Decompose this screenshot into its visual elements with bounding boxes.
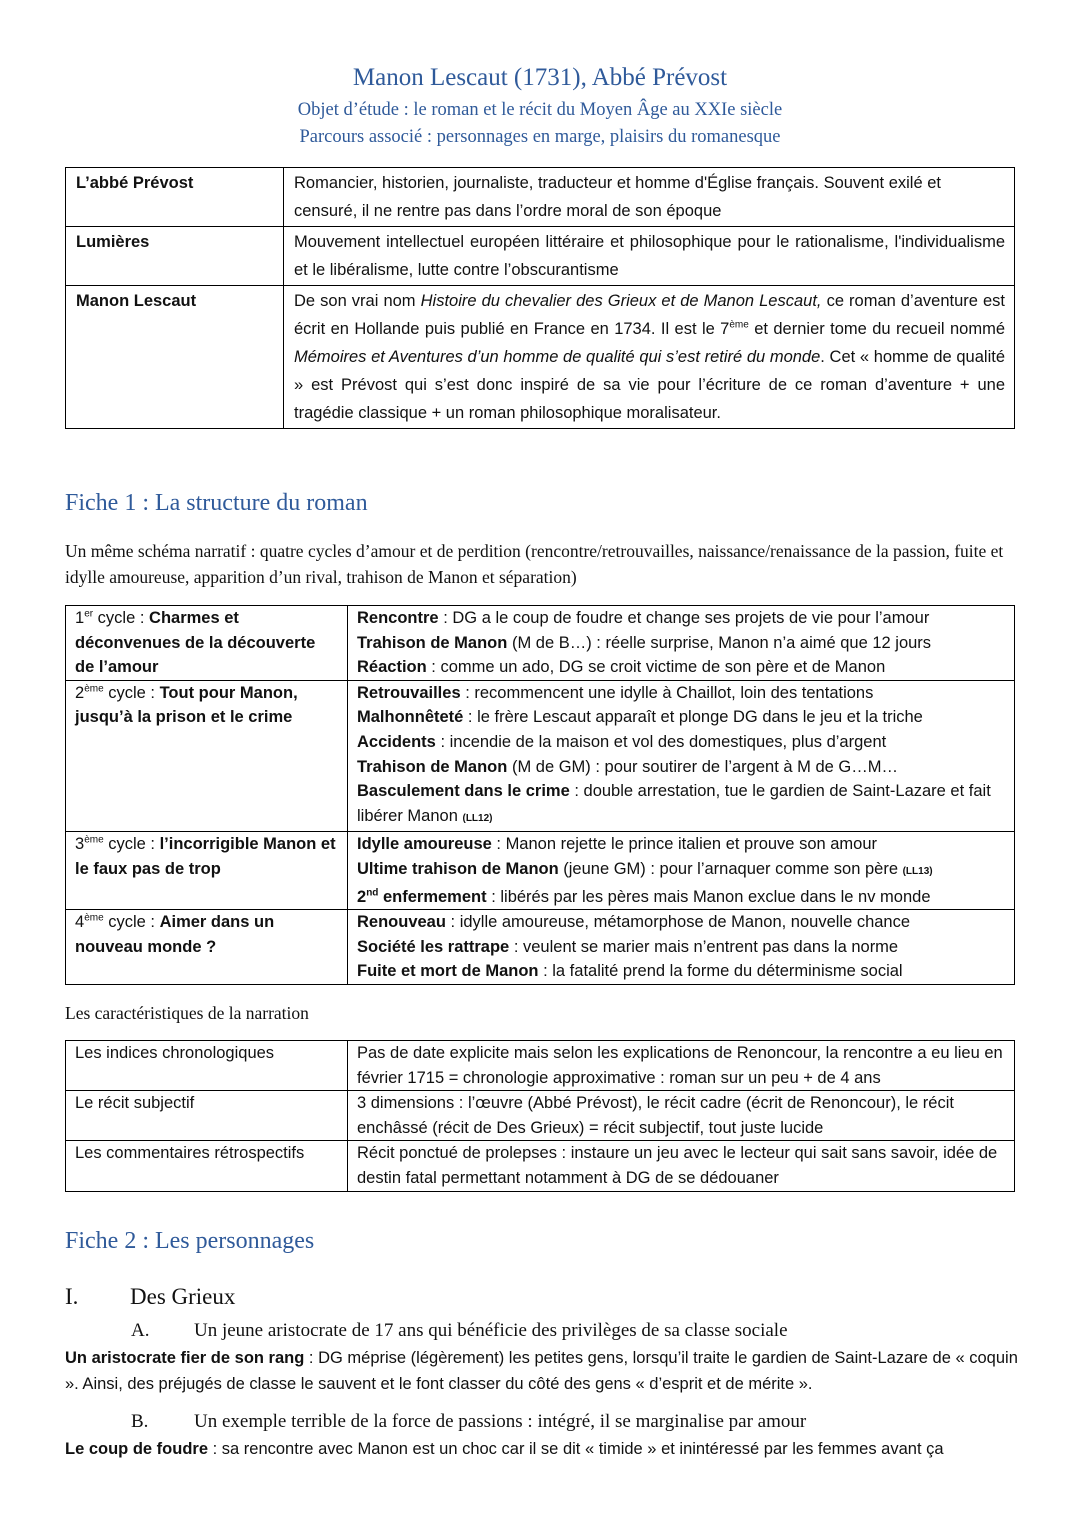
- bold-term: Malhonnêteté: [357, 708, 464, 727]
- bold-term: Ultime trahison de Manon: [357, 859, 559, 878]
- list-item: [357, 631, 1006, 656]
- superscript: nd: [366, 887, 379, 899]
- table-row: [66, 680, 1015, 832]
- text-run: 4: [75, 913, 85, 932]
- book-title: Mémoires et Aventures d’un homme de qualité qui s’est retiré du monde: [294, 348, 821, 366]
- cycle-2-label: [66, 680, 348, 832]
- text-run: 3: [75, 835, 85, 854]
- list-item: [357, 779, 1006, 831]
- superscript: ème: [84, 912, 104, 924]
- intro-key-manon: Manon Lescaut: [66, 286, 284, 429]
- text-run: : recommencent une idylle à Chaillot, loin des tentations: [460, 683, 874, 702]
- text-run: (M de GM) : pour soutirer de l’argent à M de G…M…: [507, 757, 898, 776]
- table-row: [66, 606, 1015, 681]
- cycle-1-details: [348, 606, 1015, 681]
- cycles-table: [65, 605, 1015, 985]
- table-row: [66, 910, 1015, 985]
- subsection-a-text: [65, 1345, 1025, 1397]
- bold-term: Trahison de Manon: [357, 633, 508, 652]
- cycle-title: Aimer dans un nouveau monde ?: [75, 913, 275, 956]
- text-run: . Cet « homme de qualité » est Prévost qui s’est donc inspiré de sa vie pour l’écriture de ce roman d’aventure + une tragédie classique + un roman philosophique moralisateur.: [294, 348, 1005, 422]
- narration-val-chrono: Pas de date explicite mais selon les explications de Renoncour, la rencontre a eu lieu en février 1715 = chronologie approximative : roman sur un peu + de 4 ans: [348, 1041, 1015, 1091]
- text-run: ce roman d’aventure est écrit en Hollande puis publié en France en 1734. Il est le 7: [294, 292, 1005, 338]
- superscript: er: [84, 608, 94, 620]
- text-run: : le frère Lescaut apparaît et plonge DG dans le jeu et la triche: [463, 708, 923, 727]
- cycle-3-details: [348, 832, 1015, 910]
- text-run: cycle :: [103, 683, 160, 702]
- text-run: et dernier tome du recueil nommé: [748, 320, 1005, 338]
- bold-term: Société les rattrape: [357, 937, 510, 956]
- superscript: ème: [84, 683, 104, 695]
- bold-term: Renouveau: [357, 913, 446, 932]
- intro-key-lumieres: Lumières: [66, 227, 284, 286]
- bold-term: Basculement dans le crime: [357, 782, 570, 801]
- bold-term: Fuite et mort de Manon: [357, 962, 539, 981]
- bold-term: enfermement: [378, 887, 487, 906]
- table-row: [66, 1141, 1015, 1191]
- list-item: [357, 935, 1006, 960]
- text-run: 1: [75, 609, 85, 627]
- bold-term: 2: [357, 887, 367, 906]
- document-subtitle-parcours: Parcours associé : personnages en marge, plaisirs du romanesque: [299, 127, 781, 147]
- subsection-b-text: [65, 1436, 1025, 1462]
- text-run: : double arrestation, tue le gardien de Saint-Lazare et fait libérer Manon: [357, 782, 991, 825]
- table-row: [66, 1091, 1015, 1141]
- text-run: : Manon rejette le prince italien et prouve son amour: [491, 835, 878, 854]
- list-item: [357, 885, 1006, 910]
- fiche1-intro: Un même schéma narratif : quatre cycles d’amour et de perdition (rencontre/retrouvailles, naissance/renaissance de la passion, fuite et idylle amoureuse, apparition d’un rival, trahison de Manon et séparation): [65, 541, 1004, 587]
- text-run: : libérés par les pères mais Manon exclue dans le nv monde: [486, 887, 931, 906]
- table-row: [66, 286, 1015, 429]
- table-row: [66, 227, 1015, 286]
- bold-term: Le coup de foudre: [65, 1440, 209, 1458]
- bold-term: Retrouvailles: [357, 683, 461, 702]
- subsection-a-letter: A.: [131, 1320, 150, 1341]
- narration-key-chrono: Les indices chronologiques: [66, 1041, 348, 1091]
- narration-table: [65, 1040, 1015, 1192]
- text-run: 2: [75, 683, 85, 702]
- list-item: [357, 730, 1006, 755]
- list-item: [357, 857, 1006, 885]
- cycle-1-label: [66, 606, 348, 681]
- narration-val-retrospectifs: Récit ponctué de prolepses : instaure un jeu avec le lecteur qui sait sans savoir, idée de destin fatal permettant notamment à DG de se dédouaner: [348, 1141, 1015, 1191]
- narration-val-subjectif: 3 dimensions : l’œuvre (Abbé Prévost), le récit cadre (écrit de Renoncour), le récit enchâssé (récit de Des Grieux) = récit subjectif, tout juste lucide: [348, 1091, 1015, 1141]
- text-run: De son vrai nom: [294, 292, 421, 310]
- text-run: : veulent se marier mais n’entrent pas dans la norme: [509, 937, 899, 956]
- text-run: : DG a le coup de foudre et change ses projets de vie pour l’amour: [438, 609, 930, 627]
- intro-key-prevost: L’abbé Prévost: [66, 168, 284, 227]
- text-run: (jeune GM) : pour l’arnaquer comme son père: [558, 859, 903, 878]
- subsection-b-title: Un exemple terrible de la force de passions : intégré, il se marginalise par amour: [194, 1411, 807, 1432]
- intro-table: [65, 167, 1015, 429]
- bold-term: Rencontre: [357, 609, 439, 627]
- list-item: [357, 705, 1006, 730]
- section-number: I.: [65, 1284, 79, 1309]
- fiche1-title: Fiche 1 : La structure du roman: [65, 490, 368, 516]
- bold-term: Accidents: [357, 732, 436, 751]
- cycle-3-label: [66, 832, 348, 910]
- cycle-title: l’incorrigible Manon et le faux pas de trop: [75, 835, 336, 878]
- intro-val-manon: [284, 286, 1015, 429]
- narration-heading: Les caractéristiques de la narration: [65, 1003, 309, 1023]
- document-title: Manon Lescaut (1731), Abbé Prévost: [352, 64, 728, 91]
- text-run: cycle :: [93, 609, 150, 627]
- bold-term: Trahison de Manon: [357, 757, 508, 776]
- bold-term: Un aristocrate fier de son rang: [65, 1349, 305, 1367]
- document-subtitle-objet: Objet d’étude : le roman et le récit du Moyen Âge au XXIe siècle: [297, 100, 783, 120]
- text-run: cycle :: [103, 835, 160, 854]
- book-title: Histoire du chevalier des Grieux et de Manon Lescaut,: [420, 292, 822, 310]
- table-row: [66, 832, 1015, 910]
- list-item: [357, 959, 1006, 984]
- fiche2-title: Fiche 2 : Les personnages: [65, 1228, 315, 1254]
- text-run: (M de B…) : réelle surprise, Manon n’a aimé que 12 jours: [507, 633, 932, 652]
- cycle-4-details: [348, 910, 1015, 985]
- narration-key-retrospectifs: Les commentaires rétrospectifs: [66, 1141, 348, 1191]
- text-run: : idylle amoureuse, métamorphose de Manon, nouvelle chance: [445, 913, 911, 932]
- list-item: [357, 681, 1006, 706]
- reading-tag: (LL13): [902, 865, 933, 877]
- bold-term: Idylle amoureuse: [357, 835, 492, 854]
- cycle-2-details: [348, 680, 1015, 832]
- list-item: [357, 606, 1006, 631]
- narration-key-subjectif: Le récit subjectif: [66, 1091, 348, 1141]
- superscript: ème: [84, 834, 104, 846]
- list-item: [357, 832, 1006, 857]
- list-item: [357, 655, 1006, 680]
- reading-tag: (LL12): [462, 812, 493, 824]
- section-title: Des Grieux: [130, 1284, 236, 1309]
- cycle-4-label: [66, 910, 348, 985]
- subsection-a-title: Un jeune aristocrate de 17 ans qui bénéficie des privilèges de sa classe sociale: [194, 1320, 788, 1341]
- text-run: : la fatalité prend la forme du déterminisme social: [538, 962, 903, 981]
- text-run: : incendie de la maison et vol des domestiques, plus d’argent: [435, 732, 887, 751]
- text-run: cycle :: [103, 913, 160, 932]
- intro-val-prevost: Romancier, historien, journaliste, traducteur et homme d'Église français. Souvent exilé et censuré, il ne rentre pas dans l’ordre moral de son époque: [284, 168, 1015, 227]
- text-run: : sa rencontre avec Manon est un choc car il se dit « timide » et inintéressé par les femmes avant ça: [208, 1440, 944, 1458]
- subsection-b-letter: B.: [131, 1411, 149, 1432]
- list-item: [357, 755, 1006, 780]
- cycle-title: Tout pour Manon, jusqu’à la prison et le crime: [75, 683, 298, 727]
- text-run: : comme un ado, DG se croit victime de son père et de Manon: [426, 658, 886, 677]
- list-item: [357, 910, 1006, 935]
- table-row: [66, 168, 1015, 227]
- cycle-title: Charmes et déconvenues de la découverte de l’amour: [75, 609, 316, 677]
- table-row: [66, 1041, 1015, 1091]
- intro-val-lumieres: Mouvement intellectuel européen littéraire et philosophique pour le rationalisme, l'individualisme et le libéralisme, lutte contre l’obscurantisme: [284, 227, 1015, 286]
- superscript: ème: [729, 319, 749, 331]
- bold-term: Réaction: [357, 658, 427, 677]
- text-run: : DG méprise (légèrement) les petites gens, lorsqu’il traite le gardien de Saint-Lazare de « coquin ». Ainsi, des préjugés de classe le sauvent et le font classer du côté des gens « d’esprit et de mérite ».: [65, 1349, 1018, 1393]
